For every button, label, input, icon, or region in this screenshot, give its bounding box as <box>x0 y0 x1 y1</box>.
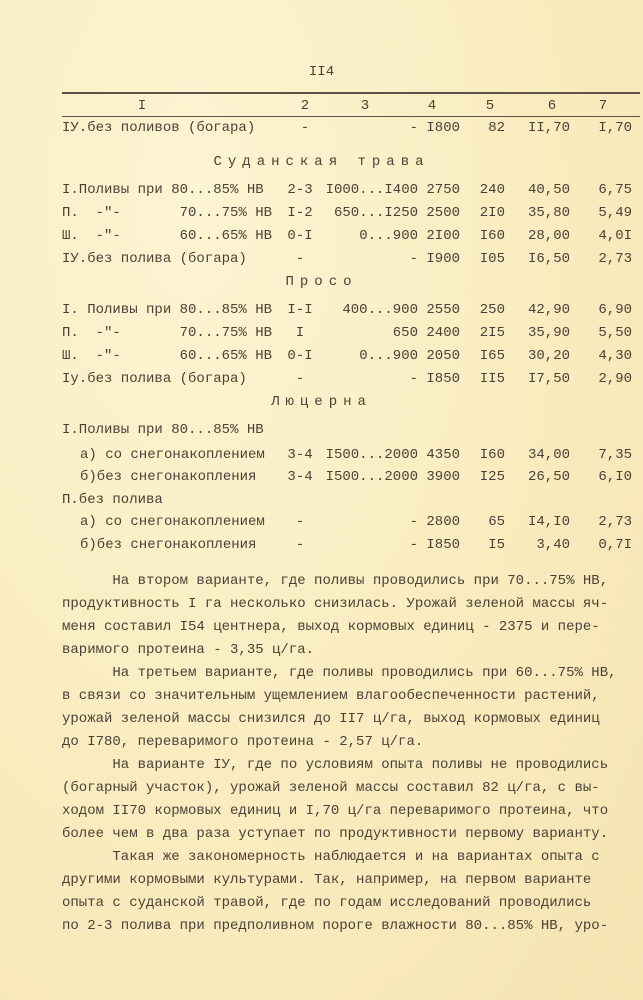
row-label: IУ.без поливов (богара) <box>62 120 256 136</box>
cell-col-6: 42,90 <box>527 302 570 318</box>
header-col-5: 5 <box>485 98 495 114</box>
paragraph-line: На третьем варианте, где поливы проводились при 60...75% НВ, <box>62 665 617 681</box>
cell-col-2: I-2 <box>287 205 313 221</box>
cell-col-7: 5,49 <box>598 205 632 221</box>
table-row <box>0 346 643 366</box>
header-col-3: 3 <box>360 98 370 114</box>
paragraph-line: варимого протеина - 3,35 ц/га. <box>62 642 315 658</box>
cell-col-4: 2I00 <box>426 228 460 244</box>
cell-col-6: I4,I0 <box>527 514 570 530</box>
paragraph-line: урожай зеленой массы снизился до II7 ц/га, выход кормовых единиц <box>62 711 600 727</box>
row-label: П. -"- 70...75% НВ <box>62 205 273 221</box>
paragraph-line: другими кормовыми культурами. Так, например, на первом варианте <box>62 872 592 888</box>
cell-col-6: 40,50 <box>527 182 570 198</box>
cell-col-6: 34,00 <box>527 447 570 463</box>
paragraph-line: (богарный участок), урожай зеленой массы составил 82 ц/га, с вы- <box>62 780 600 796</box>
cell-col-3: 650 <box>392 325 418 341</box>
row-label: IУ.без полива (богара) <box>62 251 247 267</box>
table-row <box>0 300 643 320</box>
cell-col-3: - <box>409 251 418 267</box>
cell-col-4: 2550 <box>426 302 460 318</box>
header-col-2: 2 <box>300 98 310 114</box>
header-col-6: 6 <box>547 98 557 114</box>
cell-col-2: - <box>295 514 305 530</box>
row-label: I.Поливы при 80...85% НВ <box>62 182 264 198</box>
paragraph-line: опыта с суданской травой, где по годам исследований проводились <box>62 895 592 911</box>
row-label: I. Поливы при 80...85% НВ <box>62 302 273 318</box>
cell-col-4: 2750 <box>426 182 460 198</box>
cell-col-7: 2,90 <box>598 371 632 387</box>
row-label: П.без полива <box>62 492 163 508</box>
cell-col-6: I6,50 <box>527 251 570 267</box>
cell-col-6: 3,40 <box>536 537 570 553</box>
section-title: Просо <box>285 274 358 290</box>
paragraph-line: продуктивность I га несколько снизилась. Урожай зеленой массы яч- <box>62 596 609 612</box>
cell-col-7: 4,30 <box>598 348 632 364</box>
cell-col-6: I7,50 <box>527 371 570 387</box>
cell-col-5: I60 <box>479 228 505 244</box>
row-label: Iу.без полива (богара) <box>62 371 247 387</box>
cell-col-7: 6,75 <box>598 182 632 198</box>
table-row <box>0 420 643 440</box>
table-row <box>0 512 643 532</box>
cell-col-7: I,70 <box>598 120 632 136</box>
paragraph-line: На варианте IУ, где по условиям опыта поливы не проводились <box>62 757 609 773</box>
paragraph-line: в связи со значительным ущемлением влагообеспеченности растений, <box>62 688 600 704</box>
cell-col-7: 0,7I <box>598 537 632 553</box>
cell-col-3: - <box>409 371 418 387</box>
section-title: Люцерна <box>271 394 372 410</box>
table-header-row <box>0 96 643 116</box>
cell-col-3: 0...900 <box>359 348 418 364</box>
cell-col-6: II,70 <box>527 120 570 136</box>
header-col-1: I <box>137 98 147 114</box>
header-col-4: 4 <box>427 98 437 114</box>
paragraph-line: меня составил I54 центнера, выход кормовых единиц - 2375 и пере- <box>62 619 600 635</box>
cell-col-3: - <box>409 120 418 136</box>
page-number: II4 <box>308 64 335 80</box>
cell-col-6: 35,80 <box>527 205 570 221</box>
row-label: а) со снегонакоплением <box>80 447 265 463</box>
table-row <box>0 369 643 389</box>
cell-col-5: I60 <box>479 447 505 463</box>
row-label: I.Поливы при 80...85% НВ <box>62 422 264 438</box>
table-row <box>0 249 643 269</box>
cell-col-6: 26,50 <box>527 469 570 485</box>
cell-col-2: - <box>295 371 305 387</box>
table-row <box>0 323 643 343</box>
cell-col-3: 400...900 <box>342 302 418 318</box>
cell-col-2: 0-I <box>287 228 313 244</box>
cell-col-7: 7,35 <box>598 447 632 463</box>
cell-col-2: - <box>300 120 310 136</box>
cell-col-7: 6,I0 <box>598 469 632 485</box>
paragraph-line: На втором варианте, где поливы проводились при 70...75% НВ, <box>62 573 609 589</box>
cell-col-3: - <box>409 537 418 553</box>
cell-col-2: I-I <box>287 302 313 318</box>
cell-col-4: I850 <box>426 371 460 387</box>
cell-col-2: 2-3 <box>287 182 313 198</box>
cell-col-5: 82 <box>488 120 505 136</box>
row-label: б)без снегонакопления <box>80 537 257 553</box>
cell-col-3: I500...2000 <box>325 447 418 463</box>
paragraph-line: более чем в два раза уступает по продуктивности первому варианту. <box>62 826 609 842</box>
table-row <box>0 180 643 200</box>
row-label: б)без снегонакопления <box>80 469 257 485</box>
table-row <box>0 490 643 510</box>
cell-col-3: 0...900 <box>359 228 418 244</box>
cell-col-4: 3900 <box>426 469 460 485</box>
cell-col-7: 5,50 <box>598 325 632 341</box>
cell-col-4: I800 <box>426 120 460 136</box>
cell-col-2: 3-4 <box>287 447 313 463</box>
cell-col-4: 2800 <box>426 514 460 530</box>
cell-col-6: 28,00 <box>527 228 570 244</box>
cell-col-2: I <box>295 325 305 341</box>
table-top-rule <box>62 92 640 94</box>
cell-col-2: - <box>295 537 305 553</box>
cell-col-4: 2500 <box>426 205 460 221</box>
table-row <box>0 535 643 555</box>
cell-col-3: I500...2000 <box>325 469 418 485</box>
cell-col-3: - <box>409 514 418 530</box>
paragraph-line: ходом II70 кормовых единиц и I,70 ц/га переваримого протеина, что <box>62 803 609 819</box>
table-row <box>0 226 643 246</box>
paragraph-line: Такая же закономерность наблюдается и на вариантах опыта с <box>62 849 600 865</box>
cell-col-3: I000...I400 <box>325 182 418 198</box>
paragraph-line: по 2-3 полива при предполивном пороге влажности 80...85% НВ, уро- <box>62 918 609 934</box>
cell-col-5: 2I0 <box>479 205 505 221</box>
cell-col-6: 35,90 <box>527 325 570 341</box>
cell-col-4: 2050 <box>426 348 460 364</box>
cell-col-5: 2I5 <box>479 325 505 341</box>
cell-col-7: 4,0I <box>598 228 632 244</box>
cell-col-7: 6,90 <box>598 302 632 318</box>
cell-col-4: I850 <box>426 537 460 553</box>
paragraph-line: до I780, переваримого протеина - 2,57 ц/га. <box>62 734 424 750</box>
cell-col-5: I25 <box>479 469 505 485</box>
table-row <box>0 118 643 138</box>
cell-col-5: 65 <box>488 514 505 530</box>
cell-col-5: I05 <box>479 251 505 267</box>
row-label: а) со снегонакоплением <box>80 514 265 530</box>
cell-col-5: 250 <box>479 302 505 318</box>
table-header-rule <box>62 116 640 117</box>
cell-col-4: 4350 <box>426 447 460 463</box>
cell-col-7: 2,73 <box>598 514 632 530</box>
table-row <box>0 445 643 465</box>
cell-col-5: I5 <box>488 537 505 553</box>
cell-col-5: I65 <box>479 348 505 364</box>
cell-col-4: I900 <box>426 251 460 267</box>
cell-col-2: 0-I <box>287 348 313 364</box>
header-col-7: 7 <box>598 98 608 114</box>
section-title: Суданская трава <box>213 154 430 170</box>
cell-col-5: 240 <box>479 182 505 198</box>
row-label: П. -"- 70...75% НВ <box>62 325 273 341</box>
table-row <box>0 203 643 223</box>
cell-col-3: 650...I250 <box>333 205 418 221</box>
row-label: Ш. -"- 60...65% НВ <box>62 348 273 364</box>
cell-col-2: 3-4 <box>287 469 313 485</box>
cell-col-2: - <box>295 251 305 267</box>
cell-col-6: 30,20 <box>527 348 570 364</box>
table-row <box>0 467 643 487</box>
cell-col-5: II5 <box>479 371 505 387</box>
cell-col-4: 2400 <box>426 325 460 341</box>
row-label: Ш. -"- 60...65% НВ <box>62 228 273 244</box>
cell-col-7: 2,73 <box>598 251 632 267</box>
